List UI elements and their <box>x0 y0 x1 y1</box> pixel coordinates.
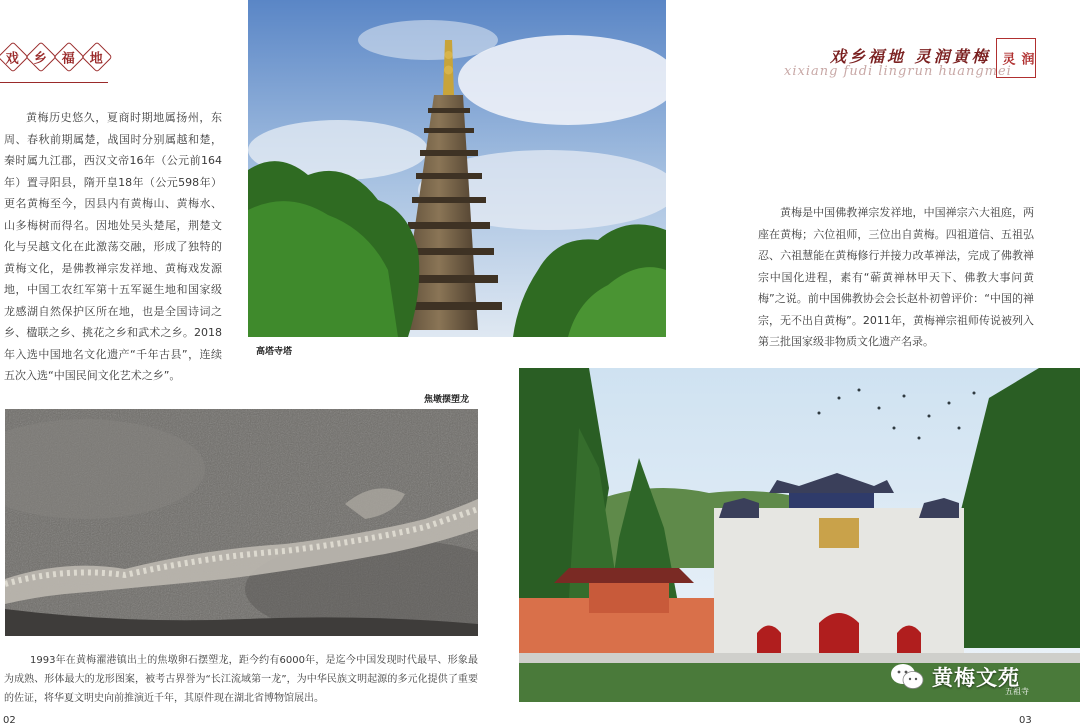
watermark <box>890 662 1020 692</box>
title-char-badge: 乡 <box>25 41 56 72</box>
temple-caption: 五祖寺 <box>1005 687 1029 696</box>
title-divider <box>0 82 108 83</box>
section-title <box>2 46 108 68</box>
right-header-title: 戏乡福地 灵润黄梅 <box>830 47 991 66</box>
seal-stamp <box>996 38 1036 78</box>
title-char-badge: 戏 <box>0 41 29 72</box>
seal-char: 灵 <box>999 51 1015 65</box>
page-number-right: 03 <box>1019 715 1032 726</box>
right-header-pinyin: xixiang fudi lingrun huangmei <box>784 64 1012 79</box>
zen-paragraph: 黄梅是中国佛教禅宗发祥地，中国禅宗六大祖庭，两座在黄梅；六位祖师，三位出自黄梅。四祖道信、五祖弘忍、六祖慧能在黄梅修行并接力改革禅法，完成了佛教禅宗中国化进程，素有“蕲黄禅林甲天下、佛教大事问黄梅”之说。前中国佛教协会会长赵朴初曾评价：“中国的禅宗，无不出自黄梅”。2011年，黄梅禅宗祖师传说被列入第三批国家级非物质文化遗产名录。 <box>758 206 1034 348</box>
history-paragraph: 黄梅历史悠久，夏商时期地属扬州，东周、春秋前期属楚，战国时分别属越和楚，秦时属九江郡，西汉文帝16年（公元前164年）置寻阳县，隋开皇18年（公元598年）更名黄梅至今，因县内有黄梅山、黄梅水、山多梅树而得名。因地处吴头楚尾，荆楚文化与吴越文化在此激荡交融，形成了独特的黄梅文化，是佛教禅宗发祥地、黄梅戏发源地，中国工农红军第十五军诞生地和国家级龙感湖自然保护区所在地，也是全国诗词之乡、楹联之乡、挑花之乡和武术之乡。2018年入选中国地名文化遗产“千年古县”，连续五次入选“中国民间文化艺术之乡”。 <box>4 111 222 382</box>
pagoda-caption: 高塔寺塔 <box>256 347 293 357</box>
dragon-paragraph: 1993年在黄梅濯港镇出土的焦墩卵石摆塑龙，距今约有6000年，是迄今中国发现时代最早、形象最为成熟、形体最大的龙形图案，被考古界誉为“长江流域第一龙”，为中华民族文明起源的多元化提供了重要的佐证，将华夏文明史向前推演近千年，其原件现在湖北省博物馆展出。 <box>4 655 478 704</box>
seal-char: 润 <box>1018 51 1034 65</box>
title-char-badge: 地 <box>81 41 112 72</box>
dragon-photo <box>5 409 478 636</box>
title-char-badge: 福 <box>53 41 84 72</box>
wechat-icon <box>890 662 924 692</box>
dragon-caption: 焦墩摆塑龙 <box>424 395 470 405</box>
pagoda-photo <box>248 0 666 337</box>
temple-photo <box>519 368 1080 702</box>
page-number-left: 02 <box>3 715 16 726</box>
watermark-text: 黄梅文苑 <box>932 666 1020 690</box>
